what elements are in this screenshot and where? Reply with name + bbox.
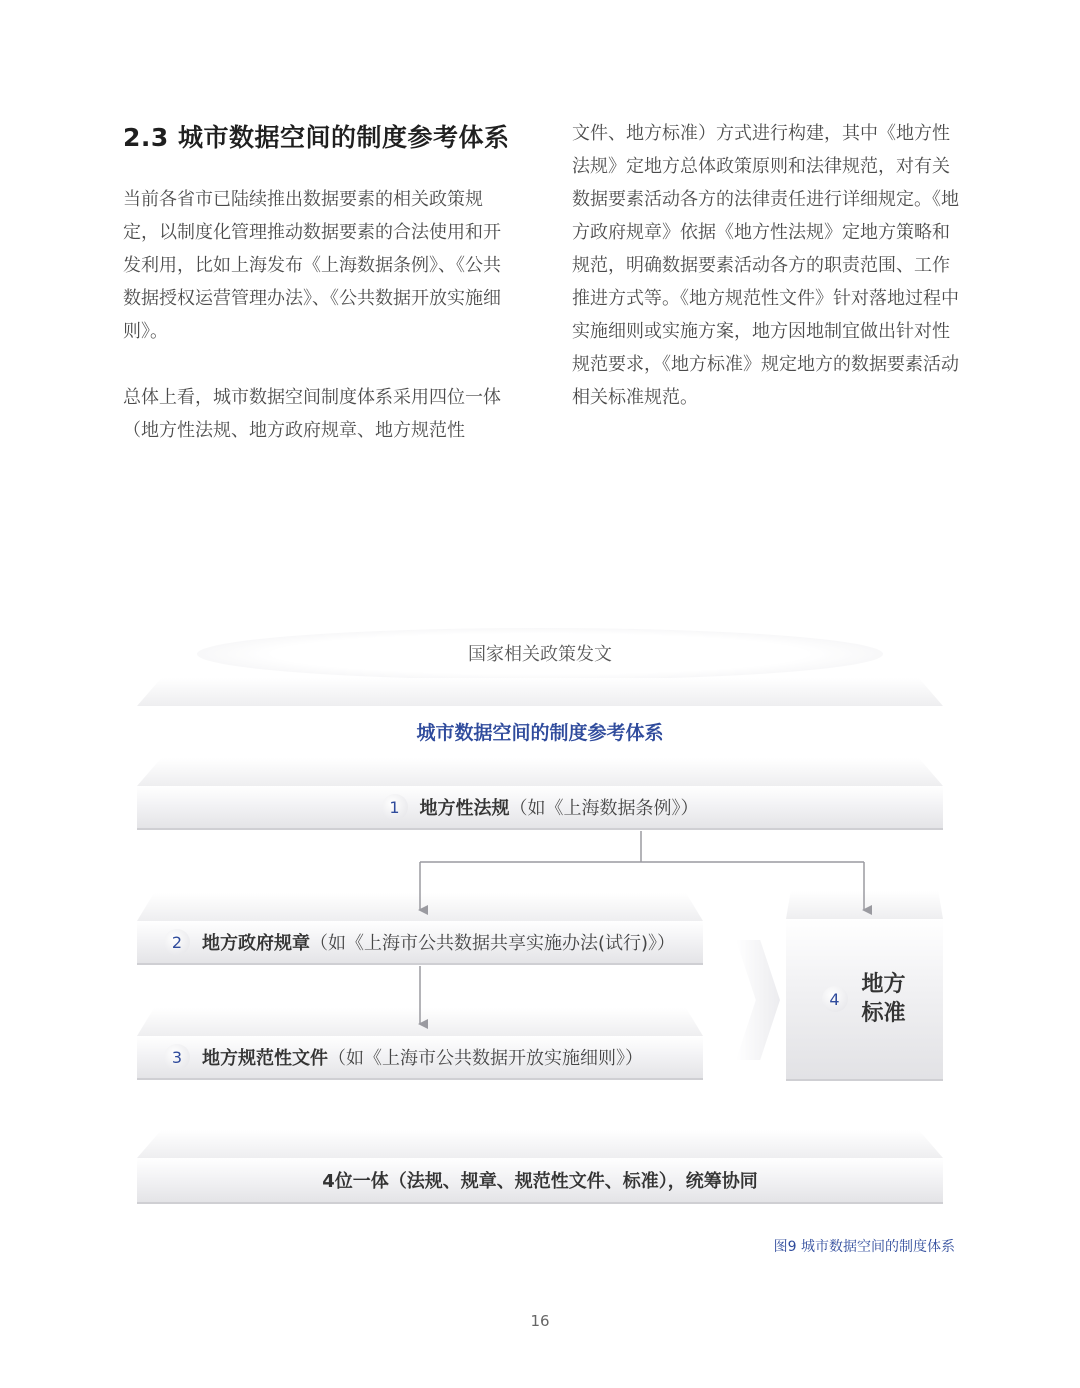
section-heading: 2.3 城市数据空间的制度参考体系 — [123, 123, 510, 152]
level-1-name: 地方性法规 — [419, 798, 510, 819]
level-2-number: 2 — [164, 929, 190, 955]
left-column — [123, 183, 515, 447]
level-2-example: （如《上海市公共数据共享实施办法(试行)》） — [310, 933, 676, 954]
figure-caption: 图9 城市数据空间的制度体系 — [773, 1239, 955, 1255]
paragraph-policy: 当前各省市已陆续推出数据要素的相关政策规定，以制度化管理推动数据要素的合法使用和开发利用，比如上海发布《上海数据条例》、《公共数据授权运营管理办法》、《公共数据开放实施细则》。 — [123, 189, 501, 342]
level-1-number: 1 — [382, 794, 408, 820]
level-3-name: 地方规范性文件 — [202, 1048, 328, 1069]
bevel-level-1 — [137, 758, 943, 786]
level-4-name: 地方标准 — [861, 972, 906, 1026]
level-2-name: 地方政府规章 — [202, 933, 310, 954]
summary-bar — [137, 1158, 943, 1204]
paragraph-overview: 总体上看，城市数据空间制度体系采用四位一体（地方性法规、地方政府规章、地方规范性 — [123, 387, 501, 441]
chevron-right-icon — [736, 940, 780, 1060]
summary-text: 4位一体（法规、规章、规范性文件、标准），统筹协同 — [322, 1171, 758, 1192]
right-column — [572, 117, 964, 414]
level-4-box — [786, 919, 943, 1081]
paragraph-continuation: 文件、地方标准）方式进行构建，其中《地方性法规》定地方总体政策原则和法律规范，对有关数据要素活动各方的法律责任进行详细规定。《地方政府规章》依据《地方性法规》定地方策略和规范，明确数据要素活动各方的职责范围、工作推进方式等。《地方规范性文件》针对落地过程中实施细则或实施方案，地方因地制宜做出针对性规范要求，《地方标准》规定地方的数据要素活动相关标准规范。 — [572, 123, 959, 408]
diagram-title: 城市数据空间的制度参考体系 — [416, 722, 664, 744]
national-policy-label: 国家相关政策发文 — [468, 644, 612, 665]
level-1-bar — [137, 786, 943, 830]
bevel-summary — [137, 1130, 943, 1158]
level-3-bar — [137, 1036, 703, 1080]
level-4-number: 4 — [822, 986, 848, 1012]
bevel-top — [137, 678, 943, 706]
level-3-number: 3 — [164, 1044, 190, 1070]
level-1-example: （如《上海数据条例》） — [509, 798, 699, 819]
page-number: 16 — [530, 1312, 550, 1330]
level-3-example: （如《上海市公共数据开放实施细则》） — [328, 1048, 643, 1069]
level-2-bar — [137, 921, 703, 965]
